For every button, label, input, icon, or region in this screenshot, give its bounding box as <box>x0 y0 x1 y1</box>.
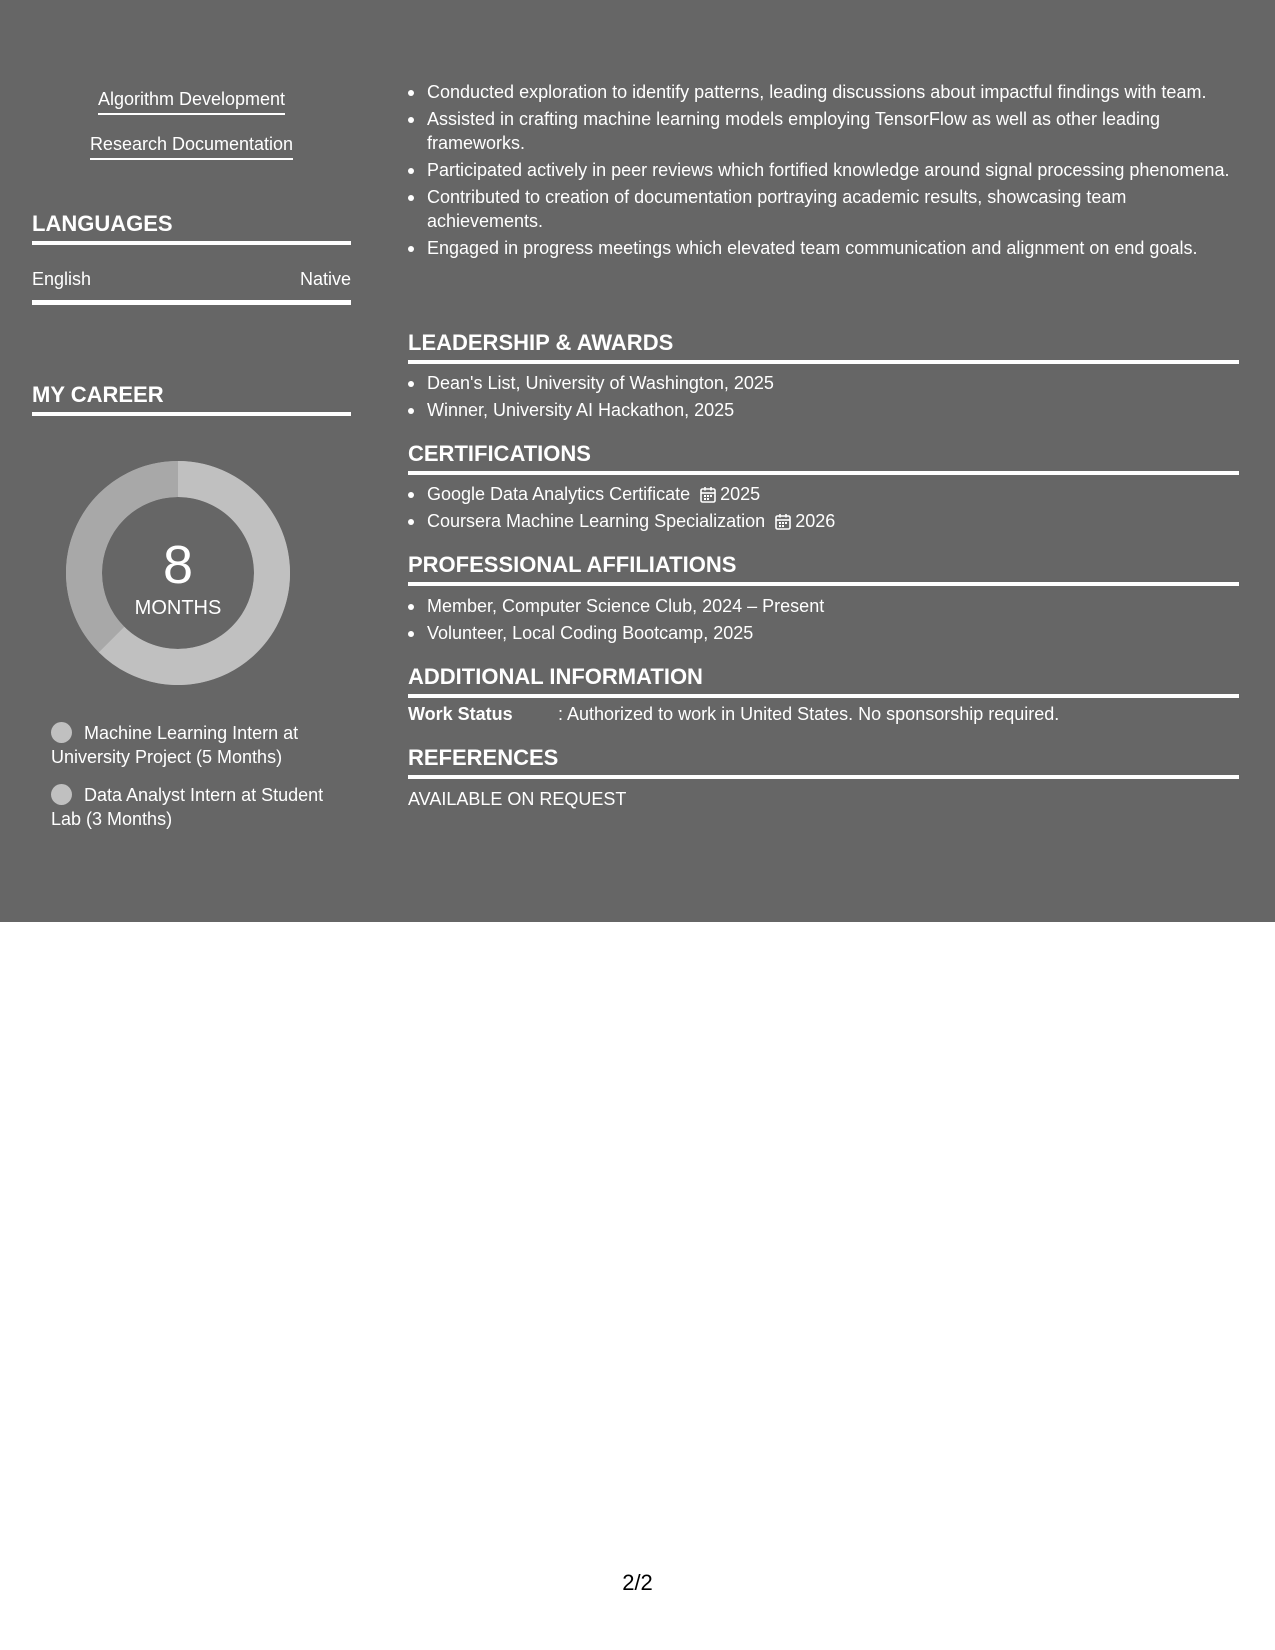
experience-bullet: Engaged in progress meetings which elevated team communication and alignment on end goals. <box>408 236 1239 260</box>
leadership-item: Winner, University AI Hackathon, 2025 <box>408 398 1239 422</box>
affiliation-item: Member, Computer Science Club, 2024 – Present <box>408 594 1239 618</box>
certification-year: 2025 <box>720 484 761 504</box>
work-status-value: : Authorized to work in United States. No sponsorship required. <box>558 704 1060 724</box>
language-level: Native <box>299 269 351 289</box>
affiliations-list <box>408 594 1239 648</box>
certifications-heading: CERTIFICATIONS <box>408 441 1239 475</box>
skill-research-documentation <box>32 133 351 160</box>
experience-bullet: Assisted in crafting machine learning models employing TensorFlow as well as other leading frameworks. <box>408 107 1239 155</box>
references-heading: REFERENCES <box>408 745 1239 779</box>
calendar-icon <box>775 513 791 530</box>
skill-label: Algorithm Development <box>98 88 285 115</box>
leadership-list <box>408 371 1239 425</box>
additional-info-heading: ADDITIONAL INFORMATION <box>408 664 1239 698</box>
languages-heading: LANGUAGES <box>32 211 351 245</box>
language-row <box>32 268 351 305</box>
career-legend-item <box>51 783 341 831</box>
legend-dot-icon <box>51 722 72 743</box>
career-legend-item <box>51 721 341 769</box>
legend-dot-icon <box>51 784 72 805</box>
certification-name: Google Data Analytics Certificate <box>427 484 691 504</box>
certification-item <box>408 482 1239 506</box>
career-item-text: Machine Learning Intern at University Project (5 Months) <box>51 723 299 767</box>
certification-name: Coursera Machine Learning Specialization <box>427 511 766 531</box>
references-text: AVAILABLE ON REQUEST <box>408 789 627 809</box>
leadership-item: Dean's List, University of Washington, 2025 <box>408 371 1239 395</box>
experience-bullet: Conducted exploration to identify patterns, leading discussions about impactful findings with team. <box>408 80 1239 104</box>
career-total-number: 8 <box>162 535 194 595</box>
skill-algorithm-development <box>32 88 351 115</box>
affiliation-item: Volunteer, Local Coding Bootcamp, 2025 <box>408 621 1239 645</box>
certification-year: 2026 <box>795 511 836 531</box>
experience-bullet: Contributed to creation of documentation portraying academic results, showcasing team achievements. <box>408 185 1239 233</box>
skill-label: Research Documentation <box>90 133 293 160</box>
career-total-unit: MONTHS <box>134 597 222 619</box>
work-status-label: Work Status <box>408 704 513 724</box>
affiliations-heading: PROFESSIONAL AFFILIATIONS <box>408 552 1239 586</box>
career-heading: MY CAREER <box>32 382 351 416</box>
experience-bullets <box>408 80 1239 263</box>
experience-bullet: Participated actively in peer reviews which fortified knowledge around signal processing phenomena. <box>408 158 1239 182</box>
language-name: English <box>32 269 92 289</box>
certifications-list <box>408 482 1239 536</box>
calendar-icon <box>700 486 716 503</box>
leadership-heading: LEADERSHIP & AWARDS <box>408 330 1239 364</box>
career-item-text: Data Analyst Intern at Student Lab (3 Months) <box>51 785 324 829</box>
page-number: 2/2 <box>622 1570 653 1595</box>
certification-item <box>408 509 1239 533</box>
